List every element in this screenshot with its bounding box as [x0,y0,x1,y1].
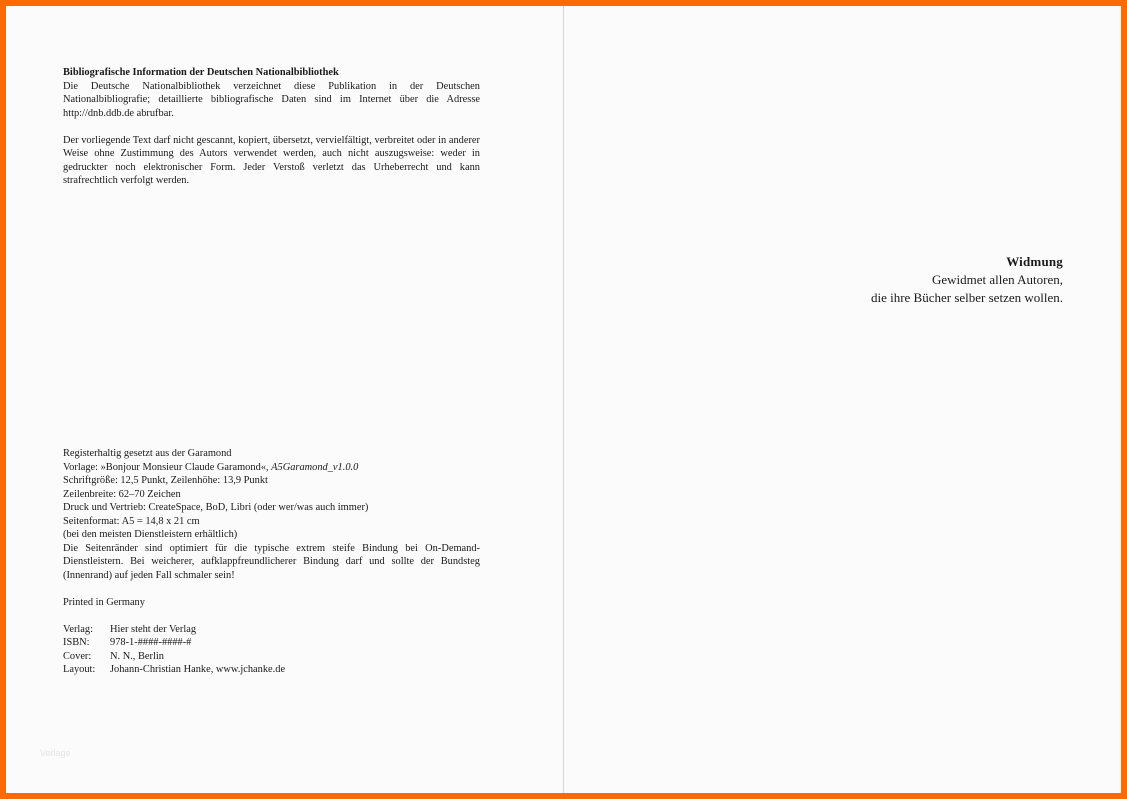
credit-value: Johann-Christian Hanke, www.jchanke.de [110,664,286,675]
colophon-template-line [63,461,480,475]
credit-row [63,636,480,650]
colophon-block [63,447,480,677]
footer-watermark: Verlage [40,748,71,758]
colophon-line: (bei den meisten Dienstleistern erhältlich) [63,529,238,540]
credit-label: ISBN: [63,637,90,648]
credit-row [63,650,480,664]
colophon-line: Seitenformat: A5 = 14,8 x 21 cm [63,515,200,527]
bib-heading: Bibliografische Information der Deutschen Nationalbibliothek [63,67,339,78]
credit-row [63,663,480,677]
bib-text: Die Deutsche Nationalbibliothek verzeichnet diese Publikation in der Deutschen Nationalbibliografie; detaillierte bibliografische Daten sind im Internet über die Adresse http://dnb.ddb.de abrufbar. [63,80,480,119]
credit-row [63,623,480,637]
credit-value: N. N., Berlin [110,650,164,662]
printed-in: Printed in Germany [63,596,145,608]
dedication-line: Gewidmet allen Autoren, [931,272,1063,287]
template-prefix: Vorlage: »Bonjour Monsieur Claude Garamond«, [63,461,272,473]
credit-value: 978-1-####-####-# [110,637,192,648]
dedication-title: Widmung [1006,254,1063,269]
colophon-line: Registerhaltig gesetzt aus der Garamond [63,448,232,459]
book-spread [6,6,1121,793]
credit-label: Layout: [63,664,96,675]
colophon-line: Schriftgröße: 12,5 Punkt, Zeilenhöhe: 13,9 Punkt [63,475,268,486]
binding-text: Die Seitenränder sind optimiert für die typische extrem steife Bindung bei On-Demand-Dienstleistern. Bei weicherer, aufklappfreundlicherer Bindung darf und sollte der Bundsteg (Innenrand) auf jeden Fall schmaler sein! [63,542,480,581]
bibliographic-block [63,66,480,188]
credit-label: Cover: [63,650,92,662]
credit-label: Verlag: [63,623,94,635]
colophon-line: Druck und Vertrieb: CreateSpace, BoD, Libri (oder wer/was auch immer) [63,502,369,513]
dedication-block [663,253,1063,307]
right-page [564,6,1121,793]
copyright-text: Der vorliegende Text darf nicht gescannt, kopiert, übersetzt, vervielfältigt, verbreitet oder in anderer Weise ohne Zustimmung des Autors verwendet werden, auch nicht auszugsweise: weder in gedruckter noch elektronischer Form. Jeder Verstoß verletzt das Urheberrecht und kann strafrechtlich verfolgt werden. [63,134,480,186]
dedication-line: die ihre Bücher selber setzen wollen. [870,290,1063,305]
colophon-line: Zeilenbreite: 62–70 Zeichen [63,488,181,500]
credit-value: Hier steht der Verlag [110,623,197,635]
left-page [6,6,563,793]
template-name: A5Garamond_v1.0.0 [271,461,359,473]
